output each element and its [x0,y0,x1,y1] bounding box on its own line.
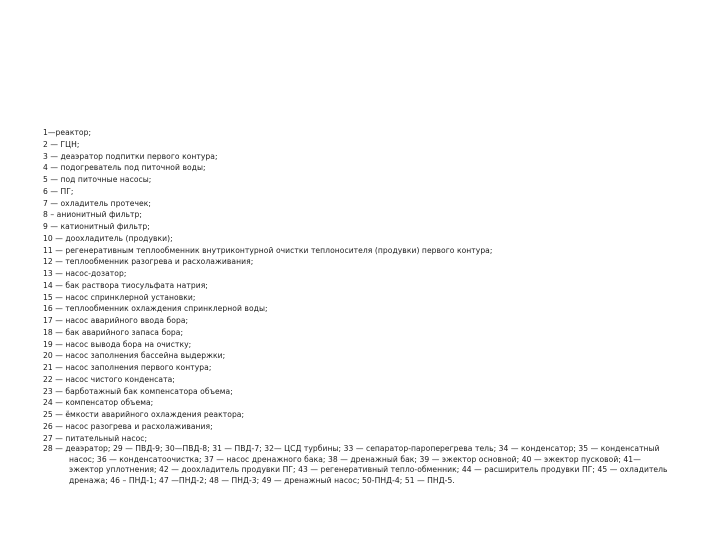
legend-item: 16 — теплообменник охлаждения спринклерной воды; [43,304,268,314]
equipment-legend [43,127,675,487]
legend-item: 2 — ГЦН; [43,139,80,149]
legend-item-last: 28 — деаэратор; 29 — ПВД-9; 30—ПВД-8; 31 — ПВД-7; 32— ЦСД турбины; 33 — сепаратор-пароперегрева тель; 34 — конденсатор; 35 — конденсатный насос; 36 — конденсатоочистка; 37 — насос дренажного бака; 38 — дренажный бак; 39 — эжектор основной; 40 — эжектор пусковой; 41—эжектор уплотнения; 42 — доохладитель продувки ПГ; 43 — регенеративный тепло-обменник; 44 — расширитель продувки ПГ; 45 — охладитель дренажа; 46 – ПНД-1; 47 —ПНД-2; 48 — ПНД-3; 49 — дренажный насос; 50-ПНД-4; 51 — ПНД-5. [43,444,668,486]
legend-item: 6 — ПГ; [43,186,74,196]
legend-item: 8 – анионитный фильтр; [43,210,142,220]
legend-item: 7 — охладитель протечек; [43,198,151,208]
legend-item: 1—реактор; [43,128,92,137]
legend-item: 19 — насос вывода бора на очистку; [43,339,192,349]
legend-item: 23 — барботажный бак компенсатора объема; [43,386,233,396]
legend-item: 12 — теплообменник разогрева и расхолаживания; [43,257,254,267]
legend-item: 21 — насос заполнения первого контура; [43,363,212,372]
legend-item: 18 — бак аварийного запаса бора; [43,327,184,337]
legend-item: 22 — насос чистого конденсата; [43,374,175,384]
legend-item: 26 — насос разогрева и расхолаживания; [43,421,213,431]
legend-item: 27 — питательный насос; [43,433,148,443]
legend-item: 17 — насос аварийного ввода бора; [43,316,189,325]
legend-item: 5 — под питочные насосы; [43,175,152,184]
legend-item: 15 — насос спринклерной установки; [43,292,196,302]
legend-item: 13 — насос-дозатор; [43,269,127,278]
legend-item: 11 — регенеративным теплообменник внутриконтурной очистки теплоносителя (продувки) первого контура; [43,245,493,255]
legend-item: 4 — подогреватель под питочной воды; [43,163,206,173]
legend-item: 14 — бак раствора тиосульфата натрия; [43,280,208,290]
legend-item: 9 — катионитный фильтр; [43,222,150,231]
legend-item: 10 — доохладитель (продувки); [43,233,173,243]
legend-item: 20 — насос заполнения бассейна выдержки; [43,351,226,361]
legend-item: 25 — ёмкости аварийного охлаждения реактора; [43,410,245,419]
legend-item: 3 — деаэратор подпитки первого контура; [43,151,218,161]
legend-item: 24 — компенсатор объема; [43,398,154,408]
